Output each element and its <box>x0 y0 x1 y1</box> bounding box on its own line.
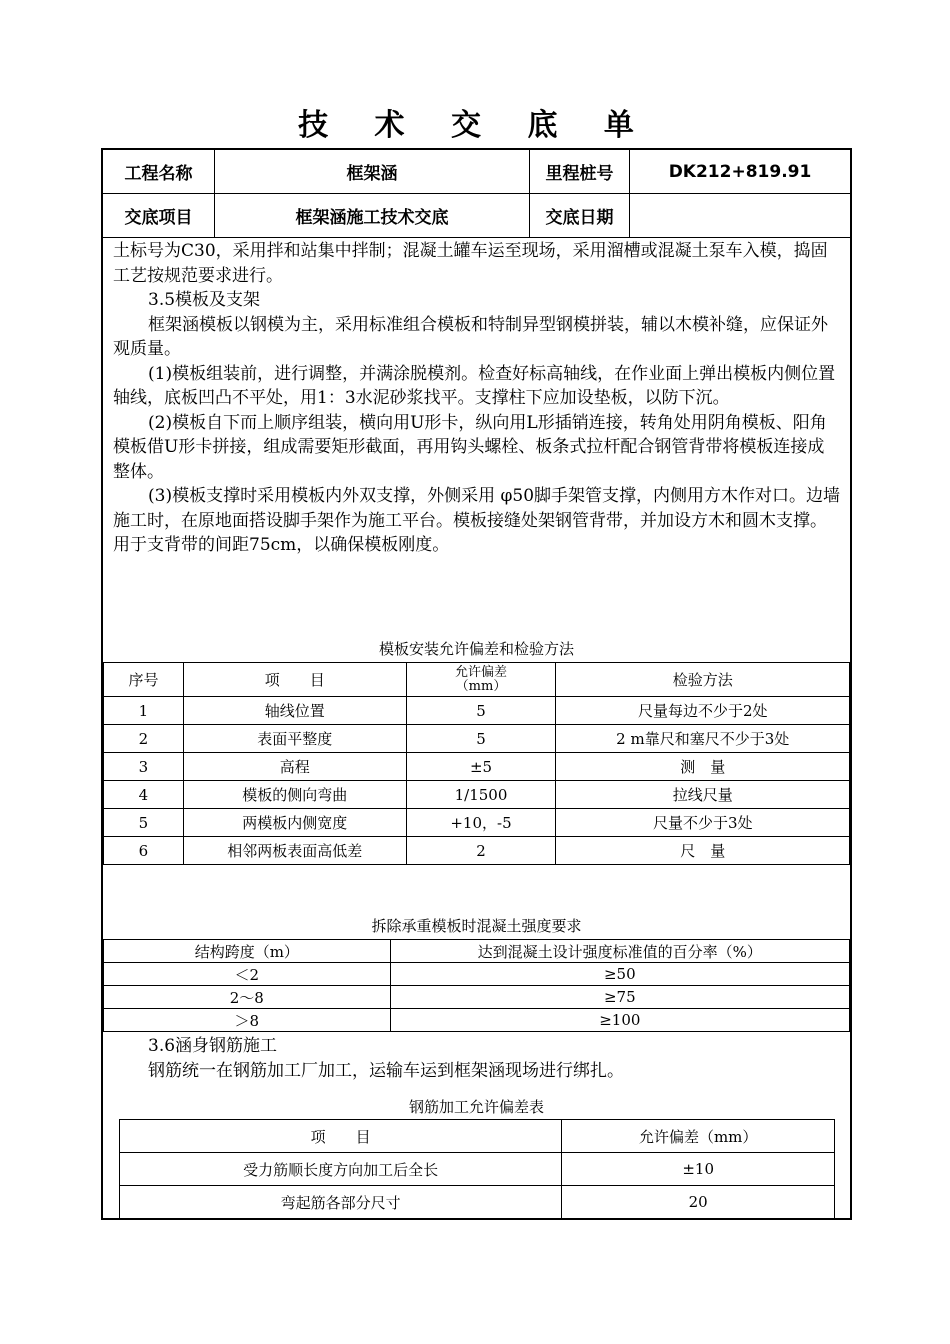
column-header: 达到混凝土设计强度标准值的百分率（%） <box>390 940 849 963</box>
project-name-label: 工程名称 <box>124 164 193 184</box>
table-header-row <box>120 1120 835 1153</box>
table-cell: 2 <box>104 725 184 753</box>
body-text-lower <box>113 1034 841 1083</box>
table-cell: 相邻两板表面高低差 <box>183 837 406 865</box>
table-cell: 5 <box>104 809 184 837</box>
table-row <box>104 837 850 865</box>
table-cell: 两模板内侧宽度 <box>183 809 406 837</box>
table-row <box>104 781 850 809</box>
strength-requirement-table <box>103 939 850 1032</box>
table-cell: ±10 <box>562 1153 835 1186</box>
column-header: 检验方法 <box>556 663 850 697</box>
table-cell: ＞8 <box>104 1009 391 1032</box>
table-cell: ≥75 <box>390 986 849 1009</box>
table-cell: 模板的侧向弯曲 <box>183 781 406 809</box>
paragraph-formwork-2: (2)模板自下而上顺序组装，横向用U形卡，纵向用L形插销连接，转角处用阴角模板、阳角模板借U形卡拼接，组成需要矩形截面，再用钩头螺栓、板条式拉杆配合钢管背带将模板连接成整体。 <box>113 412 827 482</box>
table-cell: 表面平整度 <box>183 725 406 753</box>
table-cell: 受力筋顺长度方向加工后全长 <box>120 1153 562 1186</box>
table-cell: 2～8 <box>104 986 391 1009</box>
table-row <box>104 697 850 725</box>
document-title: 技 术 交 底 单 <box>298 108 652 143</box>
body-text-upper <box>113 239 841 558</box>
mileage-value: DK212+819.91 <box>629 150 850 193</box>
table-cell: 5 <box>406 725 556 753</box>
paragraph-formwork-3: (3)模板支撑时采用模板内外双支撑，外侧采用 φ50脚手架管支撑，内侧用方木作对口。边墙施工时，在原地面搭设脚手架作为施工平台。模板接缝处架钢管背带，并加设方木和圆木支撑。用于支背带的间距75cm，以确保模板刚度。 <box>113 486 841 555</box>
mileage-label: 里程桩号 <box>529 150 629 193</box>
table-row <box>120 1186 835 1219</box>
table2-caption: 拆除承重模板时混凝土强度要求 <box>371 917 582 935</box>
table-cell: 尺量每边不少于2处 <box>556 697 850 725</box>
column-header-unit: （mm） <box>455 678 507 694</box>
section-heading-formwork: 3.5模板及支架 <box>148 290 261 310</box>
column-header: 结构跨度（m） <box>104 940 391 963</box>
header-row-1 <box>103 150 850 194</box>
formwork-tolerance-table <box>103 662 850 865</box>
table-cell: ≥50 <box>390 963 849 986</box>
project-name-value: 框架涵 <box>214 150 529 193</box>
table-row <box>104 963 850 986</box>
header-row-2 <box>103 194 850 238</box>
table3-caption: 钢筋加工允许偏差表 <box>408 1098 544 1116</box>
table-row <box>104 809 850 837</box>
table-cell: 轴线位置 <box>183 697 406 725</box>
table-cell: 弯起筋各部分尺寸 <box>120 1186 562 1219</box>
table-row <box>120 1153 835 1186</box>
date-value <box>629 194 850 237</box>
paragraph-concrete: 土标号为C30，采用拌和站集中拌制；混凝土罐车运至现场，采用溜槽或混凝土泵车入模，捣固工艺按规范要求进行。 <box>113 241 828 286</box>
column-header: 序号 <box>104 663 184 697</box>
table-header-row <box>104 663 850 697</box>
table-cell: 1/1500 <box>406 781 556 809</box>
paragraph-formwork-intro: 框架涵模板以钢模为主，采用标准组合模板和特制异型钢模拼装，辅以木模补缝，应保证外观质量。 <box>113 314 828 359</box>
table-cell: 20 <box>562 1186 835 1219</box>
table-row <box>104 986 850 1009</box>
table-header-row <box>104 940 850 963</box>
table-cell: 5 <box>406 697 556 725</box>
table-cell: 2 m靠尺和塞尺不少于3处 <box>556 725 850 753</box>
column-header: 允许偏差（mm） <box>562 1120 835 1153</box>
table-row <box>104 725 850 753</box>
item-value: 框架涵施工技术交底 <box>214 194 529 237</box>
table1-caption: 模板安装允许偏差和检验方法 <box>378 640 574 658</box>
table-cell: 6 <box>104 837 184 865</box>
column-header: 项 目 <box>120 1120 562 1153</box>
item-label: 交底项目 <box>124 208 193 228</box>
date-label: 交底日期 <box>529 194 629 237</box>
table-cell: 4 <box>104 781 184 809</box>
table-cell: 拉线尺量 <box>556 781 850 809</box>
section-heading-rebar: 3.6涵身钢筋施工 <box>148 1036 278 1056</box>
table-cell: 高程 <box>183 753 406 781</box>
paragraph-rebar: 钢筋统一在钢筋加工厂加工，运输车运到框架涵现场进行绑扎。 <box>148 1060 624 1081</box>
rebar-tolerance-table <box>119 1119 835 1219</box>
table-cell: 1 <box>104 697 184 725</box>
table-cell: 3 <box>104 753 184 781</box>
table-cell: 尺 量 <box>556 837 850 865</box>
table-cell: ≥100 <box>390 1009 849 1032</box>
table-cell: +10，-5 <box>406 809 556 837</box>
table-row <box>104 1009 850 1032</box>
paragraph-formwork-1: (1)模板组装前，进行调整，并满涂脱模剂。检查好标高轴线，在作业面上弹出模板内侧位置轴线，底板凹凸不平处，用1：3水泥砂浆找平。支撑柱下应加设垫板，以防下沉。 <box>113 363 836 408</box>
table-cell: 2 <box>406 837 556 865</box>
table-cell: ＜2 <box>104 963 391 986</box>
table-cell: 测 量 <box>556 753 850 781</box>
column-header <box>406 663 556 697</box>
table-cell: 尺量不少于3处 <box>556 809 850 837</box>
column-header-line: 允许偏差 <box>454 664 507 680</box>
column-header: 项 目 <box>183 663 406 697</box>
form-frame <box>101 148 852 1220</box>
table-cell: ±5 <box>406 753 556 781</box>
table-row <box>104 753 850 781</box>
